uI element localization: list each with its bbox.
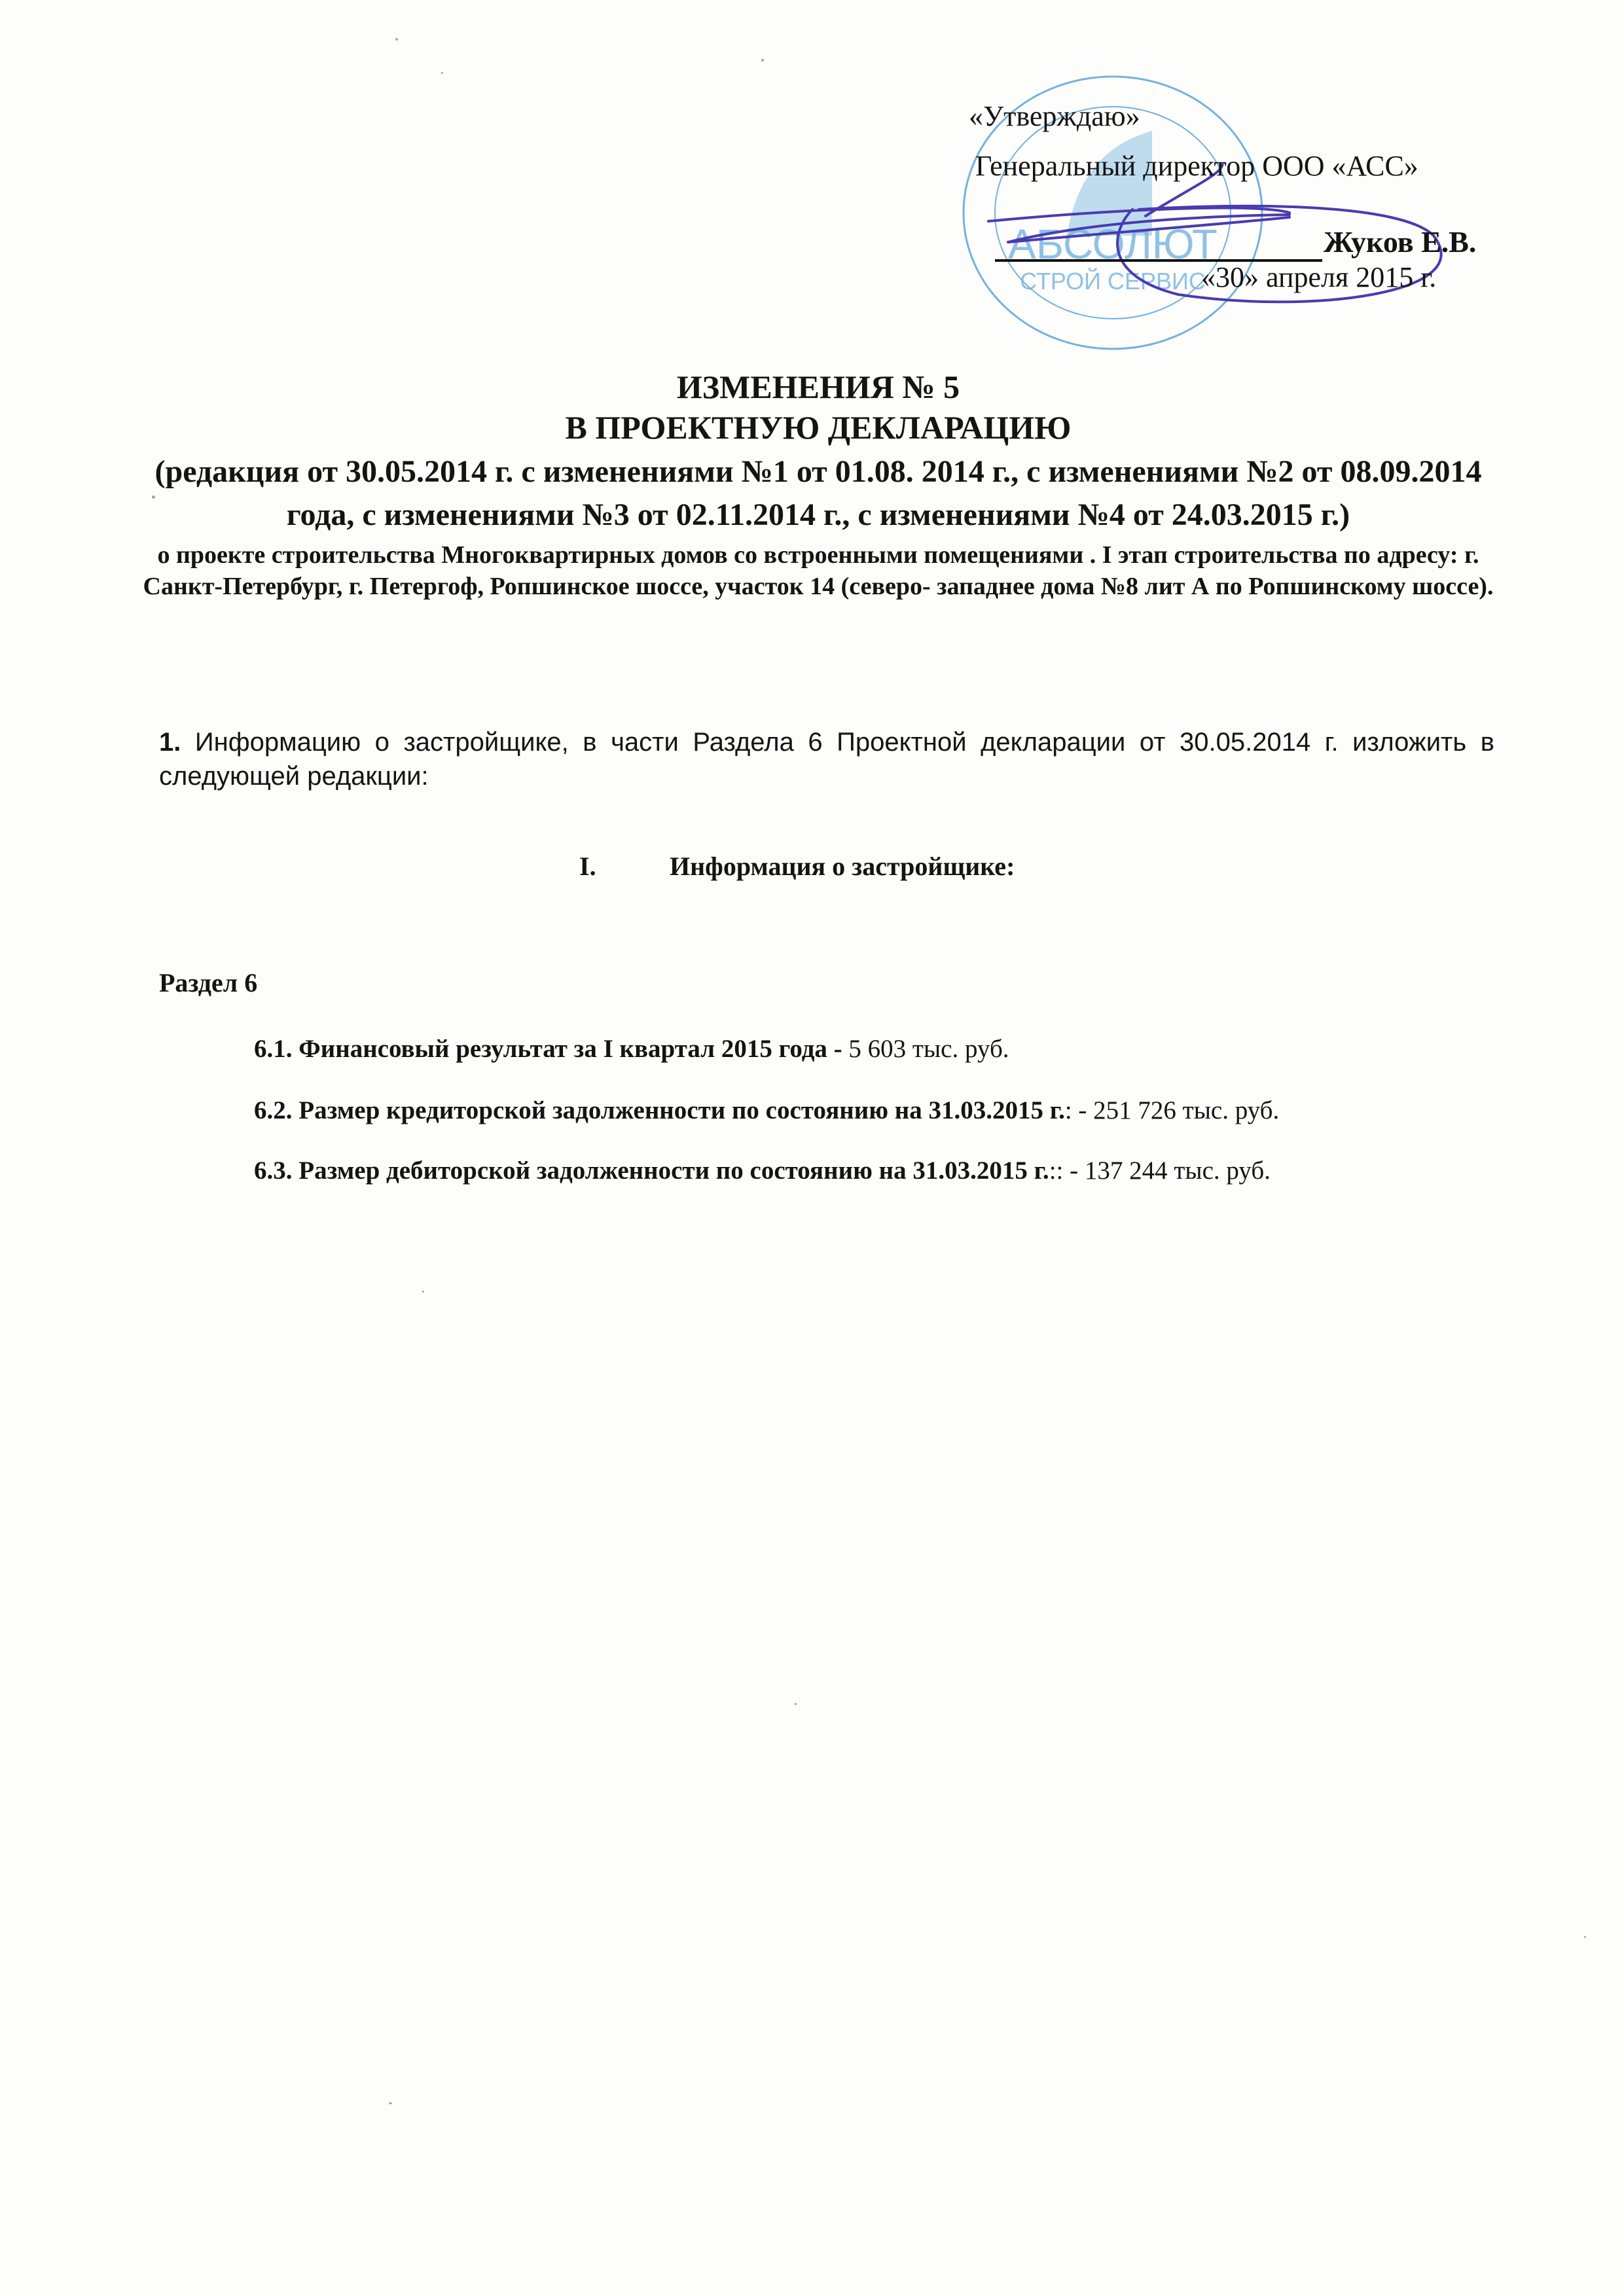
signatory-name: Жуков Е.В. bbox=[1324, 225, 1477, 259]
scan-speck bbox=[795, 1703, 797, 1705]
scan-speck bbox=[389, 2102, 392, 2104]
document-title bbox=[124, 367, 1512, 602]
title-subtitle: о проекте строительства Многоквартирных домов со встроенными помещениями . I этап строительства по адресу: г. Санкт-Петербург, г. Петергоф, Ропшинское шоссе, участок 14 (северо- западнее дома №8 лит А по Ропшинскому шоссе). bbox=[143, 541, 1494, 600]
list-item bbox=[254, 1156, 1271, 1185]
approve-label: «Утверждаю» bbox=[969, 100, 1140, 132]
signatory-position: Генеральный директор ООО «АСС» bbox=[975, 150, 1418, 182]
scan-speck bbox=[441, 72, 443, 74]
item-value: :: - 137 244 тыс. руб. bbox=[1049, 1157, 1271, 1185]
list-item bbox=[254, 1034, 1009, 1064]
section-title: Информация о застройщике: bbox=[670, 852, 1015, 881]
title-line-2: В ПРОЕКТНУЮ ДЕКЛАРАЦИЮ bbox=[565, 409, 1072, 446]
scan-speck bbox=[761, 59, 764, 62]
item-label: 6.3. Размер дебиторской задолженности по состоянию на 31.03.2015 г. bbox=[254, 1157, 1049, 1185]
item-label: 6.2. Размер кредиторской задолженности по состоянию на 31.03.2015 г. bbox=[254, 1096, 1065, 1124]
paragraph-number: 1. bbox=[159, 728, 181, 757]
scan-speck bbox=[422, 1291, 424, 1293]
scan-speck bbox=[1584, 1936, 1586, 1938]
stamp-logo-text: АБСОЛЮТ bbox=[1008, 221, 1218, 268]
item-label: 6.1. Финансовый результат за I квартал 2015 года - bbox=[254, 1035, 842, 1063]
list-item bbox=[254, 1096, 1279, 1125]
scan-speck bbox=[395, 38, 398, 41]
stamp-logo-subtext: СТРОЙ СЕРВИС bbox=[1020, 268, 1206, 295]
section-number: I. bbox=[579, 852, 596, 881]
razdel-heading: Раздел 6 bbox=[159, 968, 258, 997]
approval-date: «30» апреля 2015 г. bbox=[1201, 261, 1437, 293]
paragraph-text: Информацию о застройщике, в части Раздела 6 Проектной декларации от 30.05.2014 г. изложить в следующей редакции: bbox=[159, 728, 1494, 791]
title-revisions: (редакция от 30.05.2014 г. с изменениями №1 от 01.08. 2014 г., с изменениями №2 от 08.09.2014 года, с изменениями №3 от 02.11.2014 г., с изменениями №4 от 24.03.2015 г.) bbox=[154, 454, 1482, 532]
section-heading bbox=[579, 851, 1015, 882]
title-line-1: ИЗМЕНЕНИЯ № 5 bbox=[676, 368, 960, 405]
item-value: : - 251 726 тыс. руб. bbox=[1064, 1096, 1280, 1124]
paragraph-1 bbox=[159, 725, 1494, 793]
item-value: 5 603 тыс. руб. bbox=[842, 1035, 1009, 1063]
